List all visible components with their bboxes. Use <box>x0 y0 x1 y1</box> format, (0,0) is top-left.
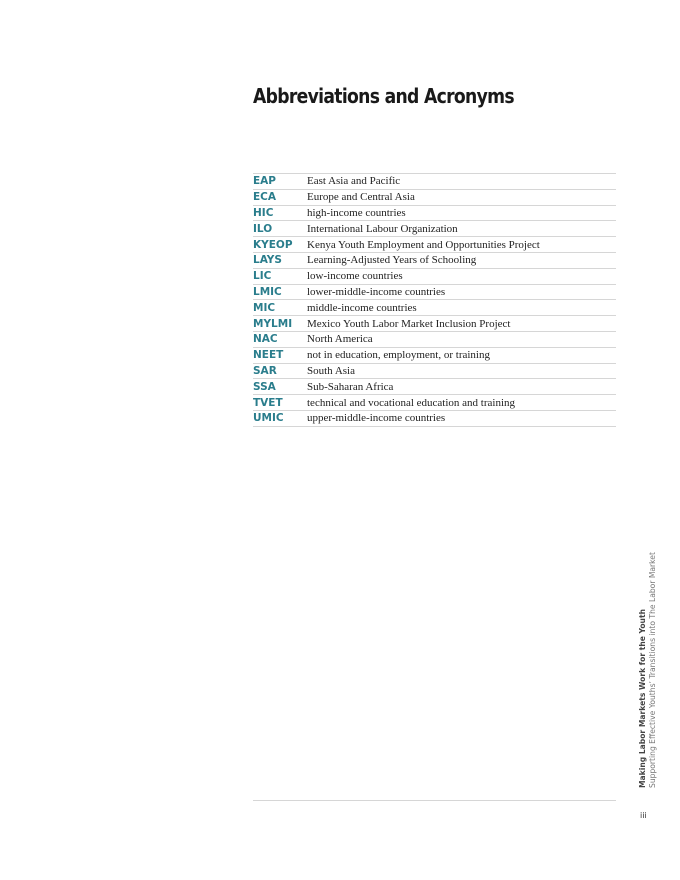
abbreviation-row <box>253 316 616 332</box>
abbreviation-code: LMIC <box>253 284 307 300</box>
abbreviation-row <box>253 189 616 205</box>
abbreviation-code: MIC <box>253 300 307 316</box>
abbreviation-definition: upper-middle-income countries <box>307 410 616 426</box>
abbreviation-definition: Kenya Youth Employment and Opportunities Project <box>307 237 616 253</box>
abbreviation-definition: International Labour Organization <box>307 221 616 237</box>
abbreviation-code: TVET <box>253 395 307 411</box>
page-number: iii <box>640 811 647 820</box>
abbreviation-definition: low-income countries <box>307 268 616 284</box>
abbreviation-row <box>253 205 616 221</box>
abbreviation-row <box>253 174 616 190</box>
abbreviation-definition: South Asia <box>307 363 616 379</box>
publication-title: Making Labor Markets Work for the Youth <box>638 608 647 788</box>
abbreviation-row <box>253 300 616 316</box>
abbreviation-definition: Learning-Adjusted Years of Schooling <box>307 252 616 268</box>
abbreviations-table <box>253 173 616 427</box>
abbreviation-definition: Europe and Central Asia <box>307 189 616 205</box>
abbreviation-definition: not in education, employment, or training <box>307 347 616 363</box>
abbreviation-definition: high-income countries <box>307 205 616 221</box>
abbreviation-definition: lower-middle-income countries <box>307 284 616 300</box>
abbreviation-definition: Sub-Saharan Africa <box>307 379 616 395</box>
abbreviation-definition: middle-income countries <box>307 300 616 316</box>
abbreviation-row <box>253 237 616 253</box>
abbreviation-code: NEET <box>253 347 307 363</box>
footer-divider <box>253 800 616 801</box>
abbreviation-row <box>253 268 616 284</box>
abbreviation-code: EAP <box>253 174 307 190</box>
abbreviation-code: LAYS <box>253 252 307 268</box>
abbreviation-row <box>253 395 616 411</box>
page-title: Abbreviations and Acronyms <box>253 84 514 108</box>
abbreviation-code: SSA <box>253 379 307 395</box>
abbreviation-code: SAR <box>253 363 307 379</box>
abbreviation-code: ILO <box>253 221 307 237</box>
abbreviation-code: NAC <box>253 331 307 347</box>
abbreviation-row <box>253 252 616 268</box>
abbreviations-list <box>253 174 616 427</box>
abbreviation-row <box>253 284 616 300</box>
abbreviation-definition: East Asia and Pacific <box>307 174 616 190</box>
abbreviation-row <box>253 347 616 363</box>
abbreviation-code: KYEOP <box>253 237 307 253</box>
abbreviation-code: UMIC <box>253 410 307 426</box>
abbreviation-code: MYLMI <box>253 316 307 332</box>
abbreviation-row <box>253 221 616 237</box>
abbreviation-row <box>253 379 616 395</box>
abbreviation-row <box>253 363 616 379</box>
abbreviation-definition: North America <box>307 331 616 347</box>
running-header-vertical <box>638 552 657 788</box>
abbreviation-definition: Mexico Youth Labor Market Inclusion Project <box>307 316 616 332</box>
abbreviation-code: ECA <box>253 189 307 205</box>
abbreviation-definition: technical and vocational education and training <box>307 395 616 411</box>
abbreviation-code: LIC <box>253 268 307 284</box>
abbreviation-row <box>253 331 616 347</box>
abbreviation-row <box>253 410 616 426</box>
publication-subtitle: Supporting Effective Youths’ Transitions into The Labor Market <box>647 552 657 788</box>
abbreviation-code: HIC <box>253 205 307 221</box>
